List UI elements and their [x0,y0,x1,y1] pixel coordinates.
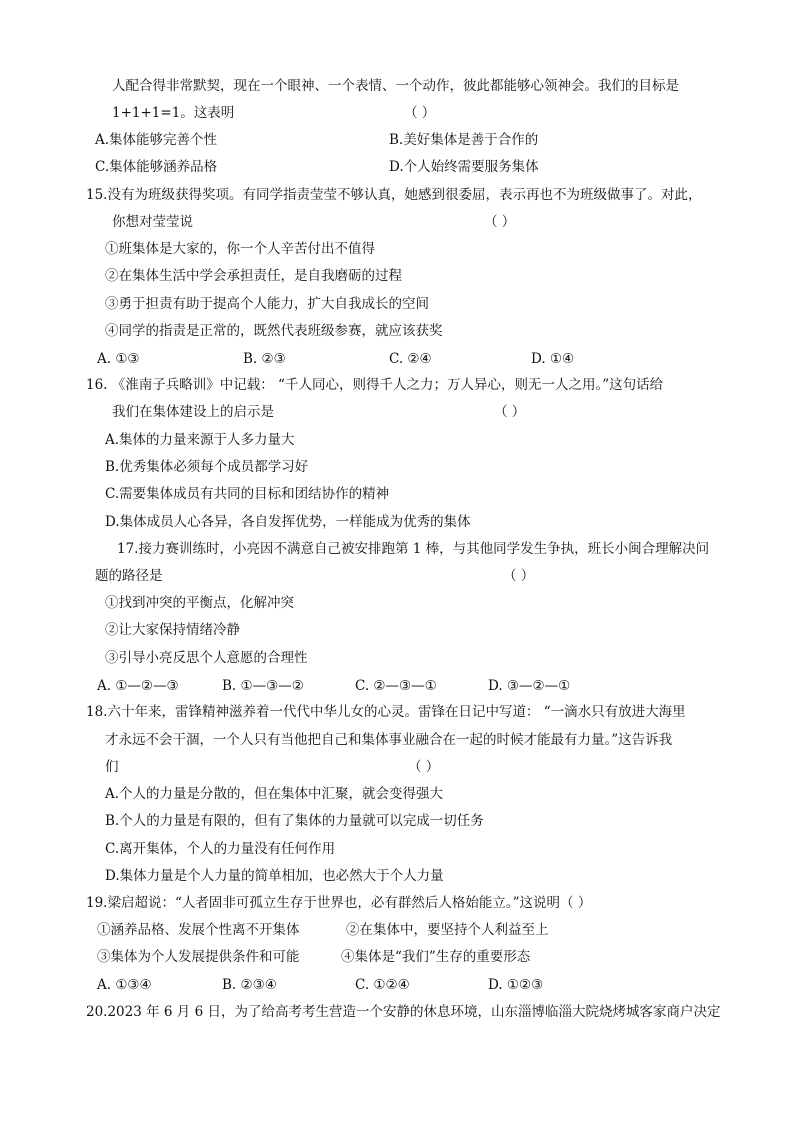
q19-statement-3: ③集体为个人发展提供条件和可能 [97,949,300,965]
q19-option-a: A. ①③④ [97,977,152,993]
q18-stem-line1: 18.六十年来，雷锋精神滋养着一代代中华儿女的心灵。雷锋在日记中写道： “一滴水只有放进大海里 [86,704,686,720]
q17-statement-2: ②让大家保持情绪冷静 [105,622,240,638]
q15-stem-line1: 15.没有为班级获得奖项。有同学指责莹莹不够认真，她感到很委屈，表示再也不为班级做事了。对此， [86,187,702,203]
q19-option-d: D. ①②③ [488,977,544,993]
q14-option-a: A.集体能够完善个性 [95,132,218,148]
q19-statement-2: ②在集体中，要坚持个人利益至上 [346,922,549,938]
q17-option-c: C. ②—③—① [355,678,437,694]
q17-stem-line2: 题的路径是 [95,568,163,584]
q16-option-b: B.优秀集体必须每个成员都学习好 [105,459,309,475]
q14-stem-line2: 1+1+1=1。这表明 [112,105,235,121]
q16-option-c: C.需要集体成员有共同的目标和团结协作的精神 [105,486,390,502]
q20-stem-line1: 20.2023 年 6 月 6 日，为了给高考考生营造一个安静的休息环境，山东淄博临淄大院烧烤城客家商户决定 [86,1004,721,1020]
q18-option-b: B.个人的力量是有限的，但有了集体的力量就可以完成一切任务 [105,813,484,829]
q15-option-d: D. ①④ [531,351,575,367]
q18-stem-line3: 们 [105,759,119,775]
q15-statement-4: ④同学的指责是正常的，既然代表班级参赛，就应该获奖 [105,323,443,339]
q19-option-c: C. ①②④ [355,977,410,993]
q18-answer-paren: （ ） [408,759,440,775]
q18-option-d: D.集体力量是个人力量的简单相加，也必然大于个人力量 [105,868,444,884]
q14-stem-line1: 人配合得非常默契，现在一个眼神、一个表情、一个动作，彼此都能够心领神会。我们的目标是 [112,78,679,94]
q17-stem-line1: 17.接力赛训练时，小亮因不满意自己被安排跑第 1 棒，与其他同学发生争执，班长小闽合理解决问 [117,541,710,557]
q17-statement-3: ③引导小亮反思个人意愿的合理性 [105,650,308,666]
q17-option-b: B. ①—③—② [222,678,304,694]
q14-answer-paren: （ ） [404,105,436,121]
q15-option-b: B. ②③ [243,351,286,367]
q14-option-c: C.集体能够涵养品格 [95,159,218,175]
q14-option-d: D.个人始终需要服务集体 [389,159,539,175]
q16-option-a: A.集体的力量来源于人多力量大 [105,432,295,448]
q17-option-d: D. ③—②—① [488,678,571,694]
q19-option-b: B. ②③④ [222,977,277,993]
q15-statement-3: ③勇于担责有助于提高个人能力，扩大自我成长的空间 [105,296,429,312]
q15-statement-2: ②在集体生活中学会承担责任，是自我磨砺的过程 [105,268,402,284]
q19-stem: 19.梁启超说：“人者固非可孤立生存于世界也，必有群然后人格始能立。”这说明（ ） [86,895,592,911]
q16-stem-line1: 16. 《淮南子兵略训》中记载： “千人同心，则得千人之力；万人异心，则无一人之用。”这句话给 [86,377,664,393]
q18-option-c: C.离开集体，个人的力量没有任何作用 [105,841,336,857]
q16-stem-line2: 我们在集体建设上的启示是 [112,404,274,420]
q15-answer-paren: （ ） [484,214,516,230]
q16-option-d: D.集体成员人心各异，各自发挥优势，一样能成为优秀的集体 [105,514,471,530]
q19-statement-4: ④集体是“我们”生存的重要形态 [341,949,531,965]
q17-answer-paren: （ ） [503,568,535,584]
q17-option-a: A. ①—②—③ [97,678,179,694]
q15-stem-line2: 你想对莹莹说 [112,214,193,230]
q19-statement-1: ①涵养品格、发展个性离不开集体 [97,922,300,938]
q18-stem-line2: 才永远不会干涸，一个人只有当他把自己和集体事业融合在一起的时候才能最有力量。”这告诉我 [105,732,673,748]
q15-statement-1: ①班集体是大家的，你一个人辛苦付出不值得 [105,241,375,257]
q16-answer-paren: （ ） [494,404,526,420]
q15-option-c: C. ②④ [389,351,432,367]
q14-option-b: B.美好集体是善于合作的 [389,132,539,148]
q15-option-a: A. ①③ [97,351,140,367]
q17-statement-1: ①找到冲突的平衡点，化解冲突 [105,595,294,611]
q18-option-a: A.个人的力量是分散的，但在集体中汇聚，就会变得强大 [105,786,444,802]
